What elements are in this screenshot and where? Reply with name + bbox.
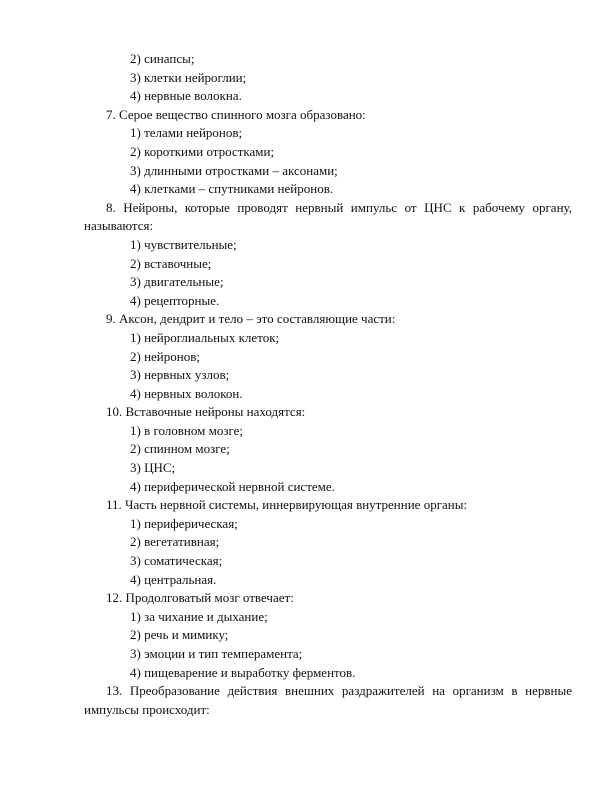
answer-option [0, 366, 612, 385]
question [0, 106, 612, 125]
question [0, 403, 612, 422]
question [0, 310, 612, 329]
question-text: 9. Аксон, дендрит и тело – это составляющие части: [106, 311, 396, 327]
question-continuation [0, 701, 612, 720]
answer-option [0, 236, 612, 255]
answer-option-text: 1) чувствительные; [130, 236, 237, 252]
answer-option [0, 124, 612, 143]
answer-option-text: 4) нервных волокон. [130, 385, 243, 401]
question-text: 11. Часть нервной системы, иннервирующая внутренние органы: [106, 497, 468, 513]
answer-option [0, 385, 612, 404]
question-text: 8. Нейроны, которые проводят нервный импульс от ЦНС к рабочему органу, [106, 199, 572, 215]
question [0, 496, 612, 515]
answer-option [0, 645, 612, 664]
answer-option-text: 3) эмоции и тип темперамента; [130, 646, 303, 661]
question-text: 10. Вставочные нейроны находятся: [106, 404, 306, 420]
answer-option [0, 422, 612, 441]
answer-option [0, 87, 612, 106]
answer-option [0, 348, 612, 367]
question-text: 12. Продолговатый мозг отвечает: [106, 590, 294, 606]
answer-option [0, 180, 612, 199]
answer-option [0, 608, 612, 627]
answer-option [0, 162, 612, 181]
answer-option [0, 143, 612, 162]
answer-option-text: 2) спинном мозге; [130, 441, 230, 457]
answer-option-text: 1) за чихание и дыхание; [130, 608, 268, 624]
answer-option [0, 255, 612, 274]
answer-option [0, 626, 612, 645]
answer-option-text: 4) периферической нервной системе. [130, 478, 335, 494]
answer-option-text: 2) вегетативная; [130, 534, 220, 550]
answer-option-text: 3) соматическая; [130, 553, 223, 569]
answer-option-text: 3) клетки нейроглии; [130, 69, 247, 85]
question-text: 7. Серое вещество спинного мозга образовано: [106, 106, 366, 122]
answer-option-text: 1) периферическая; [130, 515, 238, 531]
answer-option-text: 4) центральная. [130, 571, 217, 587]
answer-option-text: 1) нейроглиальных клеток; [130, 329, 280, 345]
answer-option-text: 3) нервных узлов; [130, 367, 230, 383]
answer-option [0, 552, 612, 571]
answer-option [0, 571, 612, 590]
answer-option-text: 3) двигательные; [130, 274, 224, 290]
question [0, 682, 612, 701]
answer-option [0, 273, 612, 292]
answer-option [0, 478, 612, 497]
answer-option-text: 4) клетками – спутниками нейронов. [130, 181, 334, 197]
answer-option-text: 2) короткими отростками; [130, 143, 275, 159]
answer-option-text: 2) речь и мимику; [130, 627, 229, 643]
answer-option-text: 2) вставочные; [130, 255, 212, 271]
answer-option [0, 69, 612, 88]
answer-option-text: 1) телами нейронов; [130, 125, 243, 141]
question-continuation-text: импульсы происходит: [84, 701, 210, 717]
answer-option [0, 664, 612, 683]
answer-option-text: 4) нервные волокна. [130, 88, 242, 104]
answer-option [0, 515, 612, 534]
question [0, 589, 612, 608]
question-text: 13. Преобразование действия внешних раздражителей на организм в нервные [106, 683, 572, 699]
document-body [0, 50, 612, 719]
answer-option [0, 329, 612, 348]
answer-option [0, 50, 612, 69]
answer-option-text: 2) синапсы; [130, 51, 195, 66]
answer-option [0, 533, 612, 552]
question-continuation-text: называются: [84, 218, 154, 234]
answer-option [0, 459, 612, 478]
question-continuation [0, 217, 612, 236]
answer-option [0, 292, 612, 311]
answer-option-text: 1) в головном мозге; [130, 422, 244, 438]
answer-option-text: 4) пищеварение и выработку ферментов. [130, 664, 356, 680]
question [0, 199, 612, 218]
answer-option-text: 3) длинными отростками – аксонами; [130, 162, 338, 178]
answer-option [0, 440, 612, 459]
answer-option-text: 4) рецепторные. [130, 292, 220, 308]
answer-option-text: 3) ЦНС; [130, 460, 176, 476]
answer-option-text: 2) нейронов; [130, 348, 200, 364]
